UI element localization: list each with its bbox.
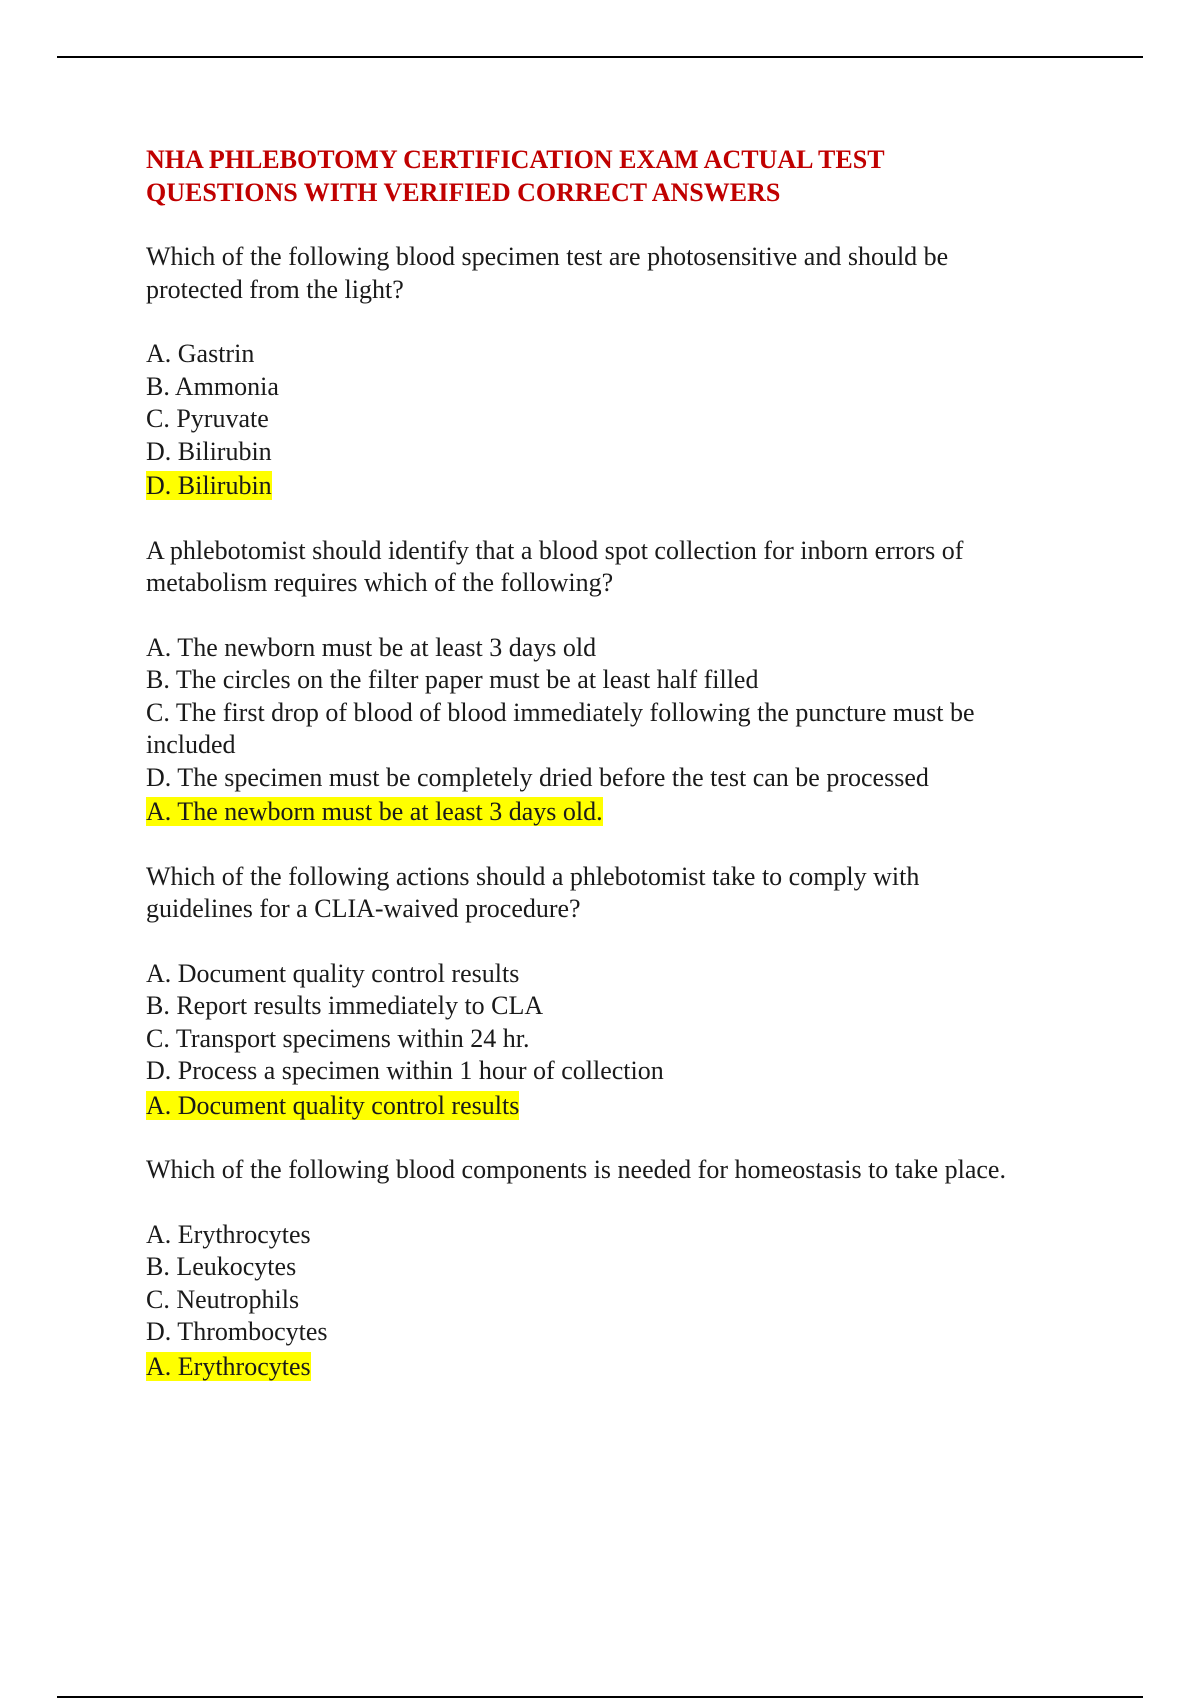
option-a: A. The newborn must be at least 3 days old (146, 632, 597, 662)
option-c: C. Transport specimens within 24 hr. (146, 1023, 530, 1053)
question-text: Which of the following blood specimen test are photosensitive and should be protected from the light? (146, 242, 949, 304)
bottom-rule (57, 1696, 1143, 1698)
option-b: B. The circles on the filter paper must be at least half filled (146, 665, 759, 694)
answer-line (146, 796, 1096, 829)
option-b: B. Leukocytes (146, 1252, 297, 1281)
option-d: D. The specimen must be completely dried before the test can be processed (146, 762, 929, 792)
question-text: Which of the following actions should a phlebotomist take to comply with guidelines for a CLIA-waived procedure? (146, 861, 920, 923)
options-list (146, 1219, 1096, 1349)
option-c: C. Neutrophils (146, 1284, 300, 1314)
question-text: Which of the following blood components is needed for homeostasis to take place. (146, 1155, 1006, 1184)
top-rule (57, 56, 1143, 58)
question-3 (146, 861, 1096, 1123)
option-d: D. Bilirubin (146, 436, 272, 466)
answer-line (146, 1351, 1096, 1384)
question-2 (146, 535, 1096, 829)
options-list (146, 958, 1096, 1088)
answer-line (146, 1090, 1096, 1123)
document-body (146, 144, 1096, 1415)
document-title (146, 144, 1096, 209)
option-b: B. Ammonia (146, 371, 279, 401)
question-text: A phlebotomist should identify that a blood spot collection for inborn errors of metabolism requires which of the following? (146, 535, 964, 597)
highlighted-answer: A. Document quality control results (146, 1090, 520, 1120)
title-line-1: NHA PHLEBOTOMY CERTIFICATION EXAM ACTUAL TEST (146, 145, 885, 174)
highlighted-answer: A. The newborn must be at least 3 days old. (146, 797, 603, 826)
options-list (146, 338, 1096, 468)
option-c: C. The first drop of blood of blood immediately following the puncture must be included (146, 697, 975, 759)
title-line-2: QUESTIONS WITH VERIFIED CORRECT ANSWERS (146, 177, 781, 207)
option-b: B. Report results immediately to CLA (146, 991, 544, 1020)
option-a: A. Document quality control results (146, 958, 520, 988)
highlighted-answer: A. Erythrocytes (146, 1351, 311, 1381)
option-a: A. Erythrocytes (146, 1219, 311, 1249)
option-d: D. Process a specimen within 1 hour of collection (146, 1056, 664, 1085)
question-1 (146, 241, 1096, 503)
question-4 (146, 1154, 1096, 1383)
highlighted-answer: D. Bilirubin (146, 471, 272, 500)
options-list (146, 632, 1066, 795)
answer-line (146, 470, 1096, 503)
option-d: D. Thrombocytes (146, 1317, 328, 1346)
option-c: C. Pyruvate (146, 404, 269, 433)
option-a: A. Gastrin (146, 339, 255, 368)
